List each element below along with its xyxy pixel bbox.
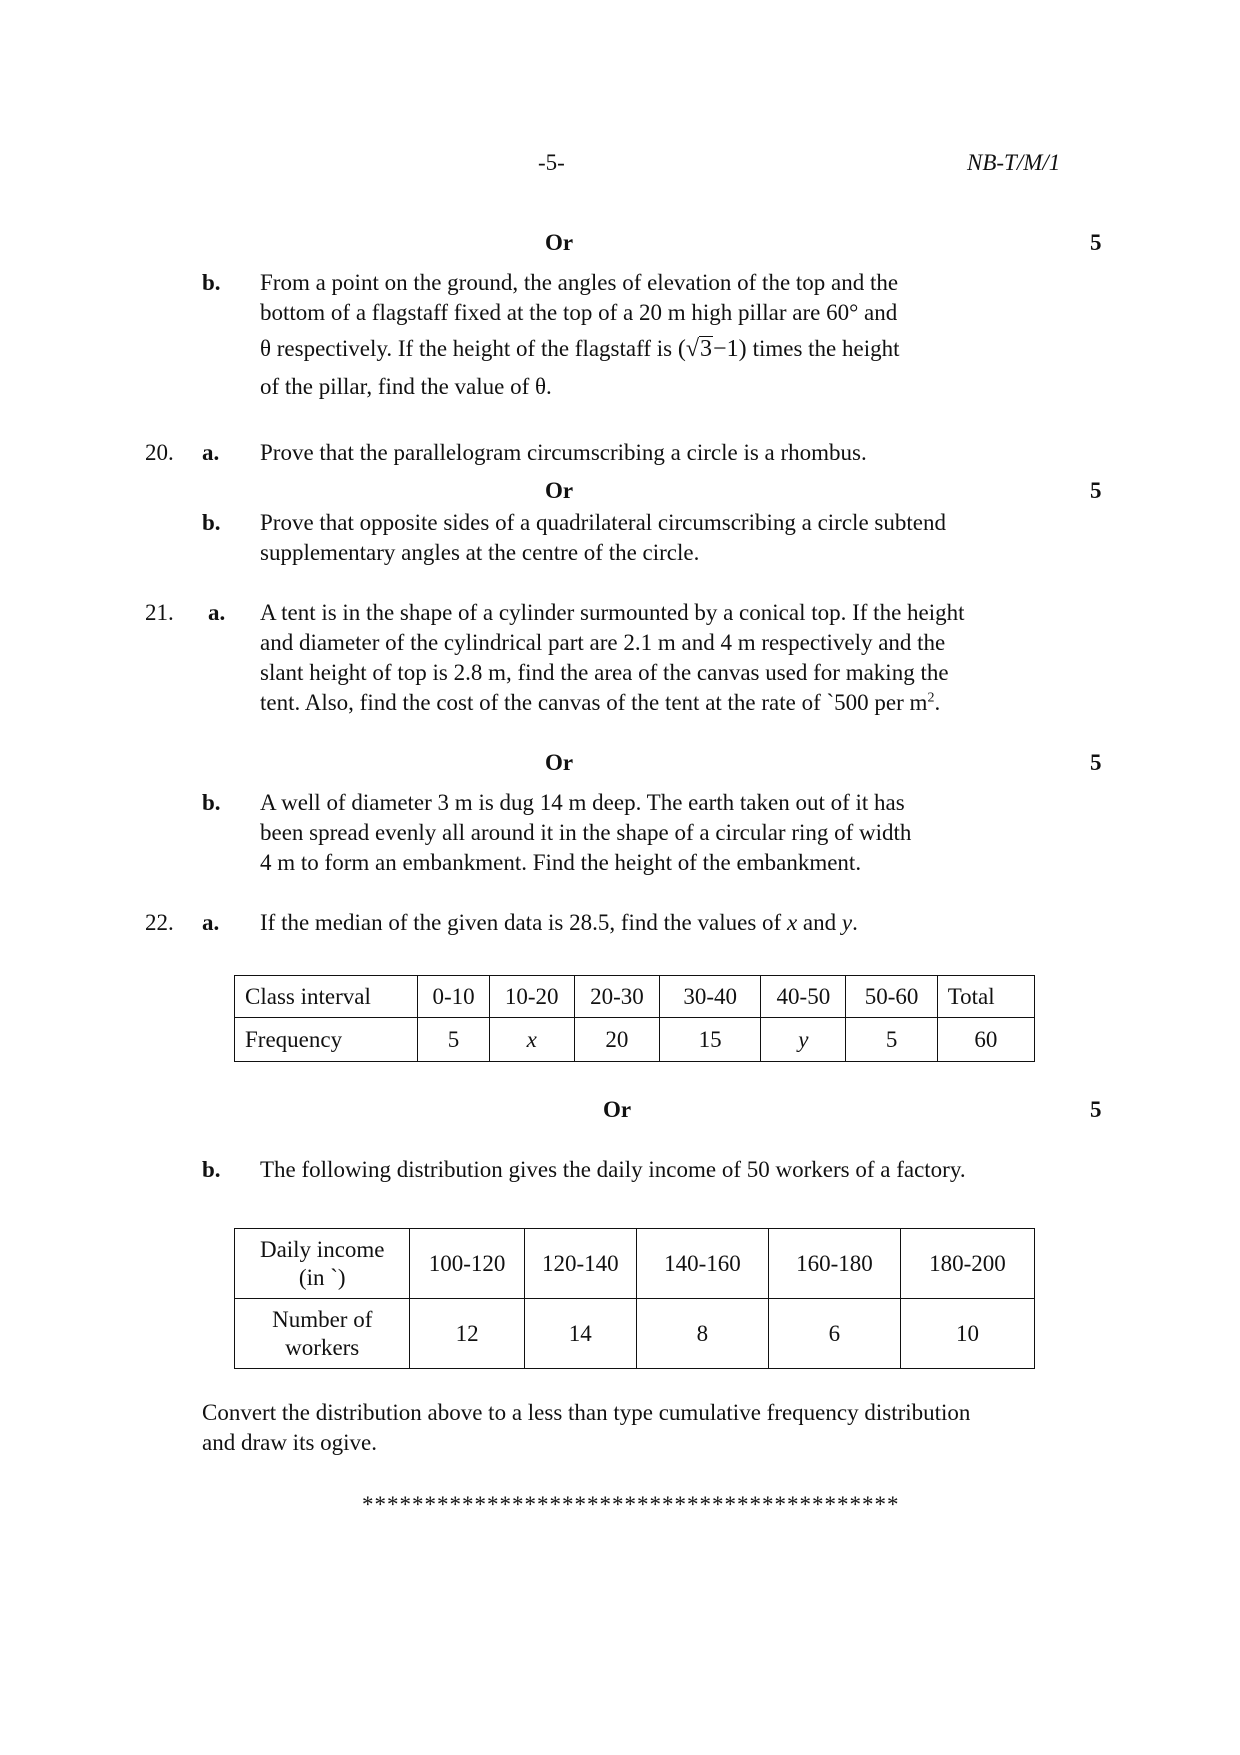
q21-b-line-3: 4 m to form an embankment. Find the height of the embankment. bbox=[260, 850, 862, 875]
table-cell: 100-120 bbox=[410, 1229, 524, 1299]
q19-b-line-3-a: θ respectively. If the height of the flagstaff is bbox=[260, 336, 673, 361]
q21-a-text bbox=[260, 598, 965, 718]
q21-a-line-1: A tent is in the shape of a cylinder surmounted by a conical top. If the height bbox=[260, 600, 965, 625]
table-cell: 6 bbox=[768, 1299, 900, 1369]
table-cell: x bbox=[489, 1018, 574, 1062]
table-cell: 120-140 bbox=[524, 1229, 636, 1299]
q21-b-label: b. bbox=[202, 790, 221, 815]
q22-number: 22. bbox=[145, 910, 174, 935]
table-cell: 140-160 bbox=[636, 1229, 768, 1299]
table-cell: 50-60 bbox=[846, 976, 937, 1018]
table-cell: 20 bbox=[574, 1018, 659, 1062]
table-cell: Class interval bbox=[235, 976, 418, 1018]
daily-income-table bbox=[234, 1228, 1035, 1369]
table-cell: 160-180 bbox=[768, 1229, 900, 1299]
q19-b-text bbox=[260, 268, 899, 402]
q22-var-x: x bbox=[786, 910, 798, 935]
paper-code: NB-T/M/1 bbox=[967, 150, 1061, 175]
table-cell: 12 bbox=[410, 1299, 524, 1369]
or-label-1: Or bbox=[545, 230, 574, 255]
q22-conclusion-line-2: and draw its ogive. bbox=[202, 1430, 378, 1455]
sqrt-open: (√ bbox=[677, 336, 700, 362]
q19-b-line-2: bottom of a flagstaff fixed at the top of a 20 m high pillar are 60° and bbox=[260, 300, 898, 325]
marks-2: 5 bbox=[1090, 478, 1102, 503]
q21-a-label: a. bbox=[208, 600, 226, 625]
q21-a-exponent: 2 bbox=[927, 690, 935, 706]
q22-var-y: y bbox=[841, 910, 853, 935]
q20-b-line-1: Prove that opposite sides of a quadrilateral circumscribing a circle subtend bbox=[260, 510, 946, 535]
marks-4: 5 bbox=[1090, 1097, 1102, 1122]
q22-a-text-and: and bbox=[802, 910, 837, 935]
table-cell bbox=[235, 1299, 410, 1369]
q19-b-line-3 bbox=[260, 334, 899, 364]
q19-b-line-3-b: times the height bbox=[752, 336, 900, 361]
table-cell: Total bbox=[937, 976, 1034, 1018]
or-label-3: Or bbox=[545, 750, 574, 775]
q22-a-text-pre: If the median of the given data is 28.5, find the values of bbox=[260, 910, 782, 935]
q22-conclusion-line-1: Convert the distribution above to a less than type cumulative frequency distribution bbox=[202, 1400, 971, 1425]
q21-a-line-3: slant height of top is 2.8 m, find the area of the canvas used for making the bbox=[260, 660, 949, 685]
q21-a-line-4-text: tent. Also, find the cost of the canvas of the tent at the rate of `500 per m bbox=[260, 690, 928, 715]
q22-conclusion bbox=[202, 1398, 970, 1458]
table-cell: 5 bbox=[846, 1018, 937, 1062]
table-cell bbox=[235, 1229, 410, 1299]
workers-label-1: Number of bbox=[272, 1306, 373, 1332]
q21-a-line-4-end: . bbox=[934, 690, 941, 715]
table-cell: 14 bbox=[524, 1299, 636, 1369]
q20-a-text: Prove that the parallelogram circumscribing a circle is a rhombus. bbox=[260, 440, 867, 465]
table-cell: 10 bbox=[900, 1299, 1034, 1369]
q21-number: 21. bbox=[145, 600, 174, 625]
table-cell: 30-40 bbox=[660, 976, 761, 1018]
table-cell: 20-30 bbox=[574, 976, 659, 1018]
q21-b-line-1: A well of diameter 3 m is dug 14 m deep. The earth taken out of it has bbox=[260, 790, 905, 815]
q22-a-text bbox=[260, 908, 858, 938]
table-cell: 60 bbox=[937, 1018, 1034, 1062]
marks-1: 5 bbox=[1090, 230, 1102, 255]
table-cell: 180-200 bbox=[900, 1229, 1034, 1299]
q20-b-line-2: supplementary angles at the centre of the circle. bbox=[260, 540, 700, 565]
table-row bbox=[235, 1299, 1035, 1369]
table-row bbox=[235, 976, 1035, 1018]
or-label-2: Or bbox=[545, 478, 574, 503]
q20-number: 20. bbox=[145, 440, 174, 465]
sqrt-radicand: 3 bbox=[700, 336, 713, 362]
table-cell: 0-10 bbox=[418, 976, 489, 1018]
or-label-4: Or bbox=[603, 1097, 632, 1122]
workers-label-2: workers bbox=[285, 1334, 360, 1360]
q21-b-text bbox=[260, 788, 911, 878]
q19-b-line-4: of the pillar, find the value of θ. bbox=[260, 374, 552, 399]
q20-b-text bbox=[260, 508, 946, 568]
q21-a-line-4 bbox=[260, 688, 965, 718]
table-row bbox=[235, 1018, 1035, 1062]
table-cell: 40-50 bbox=[761, 976, 846, 1018]
table-row bbox=[235, 1229, 1035, 1299]
sqrt-close: −1) bbox=[713, 336, 747, 362]
table-cell: 8 bbox=[636, 1299, 768, 1369]
footer-stars: ******************************************* bbox=[362, 1492, 900, 1517]
q19-b-label: b. bbox=[202, 270, 221, 295]
q22-a-label: a. bbox=[202, 910, 220, 935]
q20-b-label: b. bbox=[202, 510, 221, 535]
table-cell: y bbox=[761, 1018, 846, 1062]
class-interval-table bbox=[234, 975, 1035, 1062]
q22-a-text-end: . bbox=[852, 910, 858, 935]
daily-income-label-2: (in `) bbox=[298, 1264, 346, 1290]
page-number: -5- bbox=[538, 150, 565, 175]
q22-b-text: The following distribution gives the daily income of 50 workers of a factory. bbox=[260, 1157, 966, 1182]
q19-b-line-1: From a point on the ground, the angles of elevation of the top and the bbox=[260, 270, 899, 295]
q20-a-label: a. bbox=[202, 440, 220, 465]
sqrt-expression bbox=[678, 336, 753, 362]
table-cell: 15 bbox=[660, 1018, 761, 1062]
marks-3: 5 bbox=[1090, 750, 1102, 775]
q21-b-line-2: been spread evenly all around it in the shape of a circular ring of width bbox=[260, 820, 912, 845]
table-cell: 10-20 bbox=[489, 976, 574, 1018]
q21-a-line-2: and diameter of the cylindrical part are 2.1 m and 4 m respectively and the bbox=[260, 630, 946, 655]
table-cell: Frequency bbox=[235, 1018, 418, 1062]
daily-income-label-1: Daily income bbox=[259, 1236, 385, 1262]
table-cell: 5 bbox=[418, 1018, 489, 1062]
q22-b-label: b. bbox=[202, 1157, 221, 1182]
